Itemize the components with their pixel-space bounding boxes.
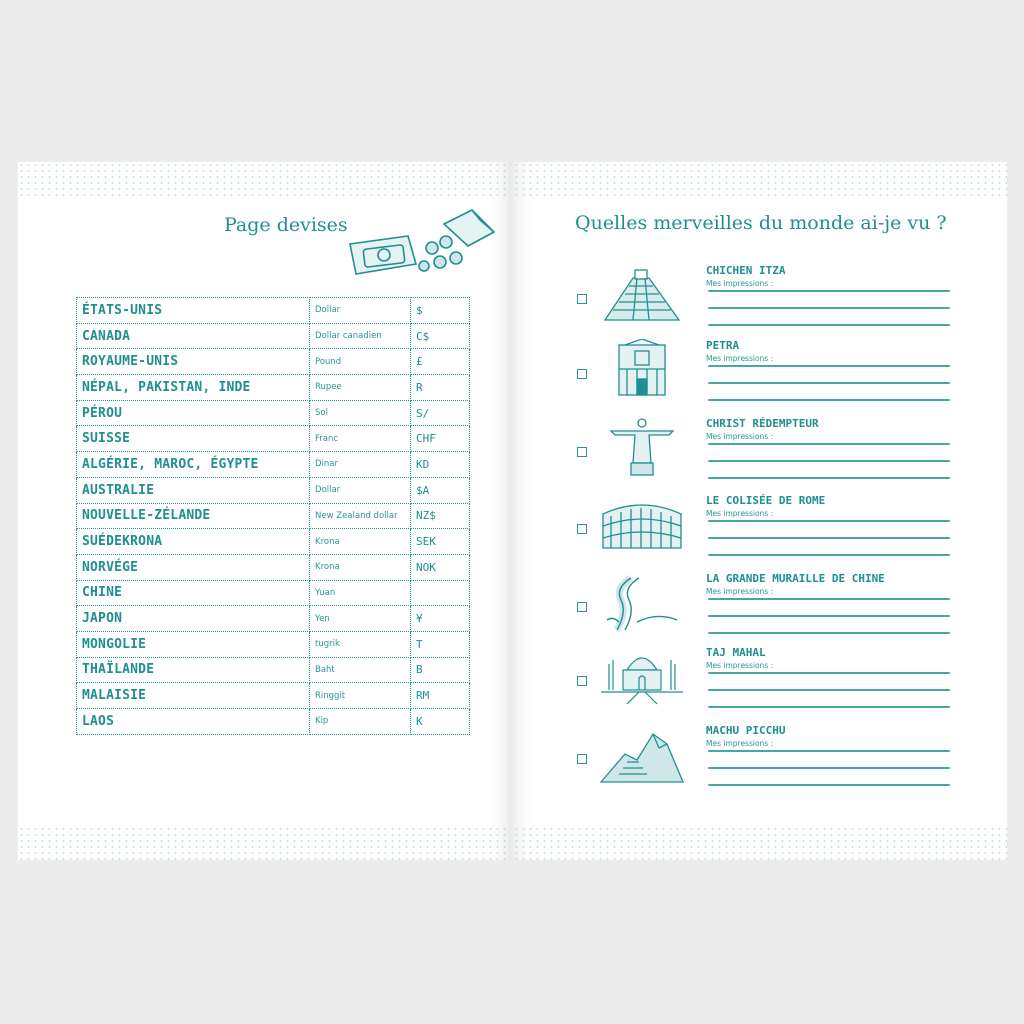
writing-line[interactable] [708,399,950,401]
table-row [77,580,470,606]
writing-line[interactable] [708,615,950,617]
impressions-label: Mes impressions : [706,432,774,441]
wonder-checkbox[interactable] [577,294,587,304]
pyramid-icon [597,264,687,324]
currency-cell: Krona [310,529,411,555]
writing-line[interactable] [708,290,950,292]
wonder-item [513,572,1007,648]
impressions-label: Mes impressions : [706,661,774,670]
writing-line[interactable] [708,750,950,752]
country-cell: PÉROU [77,400,310,426]
wonder-item [513,646,1007,722]
speckle-border-bottom [18,826,511,860]
country-cell: ALGÉRIE, MAROC, ÉGYPTE [77,452,310,478]
table-row [77,298,470,324]
table-row [77,683,470,709]
country-cell: ÉTATS-UNIS [77,298,310,324]
writing-line[interactable] [708,365,950,367]
writing-line[interactable] [708,324,950,326]
currency-cell: New Zealand dollar [310,503,411,529]
wonder-item [513,339,1007,415]
currency-cell: Dinar [310,452,411,478]
currency-cell: Dollar [310,298,411,324]
symbol-cell: K [411,709,470,735]
table-row [77,657,470,683]
country-cell: MALAISIE [77,683,310,709]
impressions-label: Mes impressions : [706,739,774,748]
writing-line[interactable] [708,784,950,786]
machu-picchu-icon [597,724,687,784]
wonder-name: LA GRANDE MURAILLE DE CHINE [706,572,885,585]
country-cell: CANADA [77,323,310,349]
symbol-cell: KD [411,452,470,478]
page-title-merveilles: Quelles merveilles du monde ai-je vu ? [575,212,947,234]
currency-cell: Franc [310,426,411,452]
symbol-cell: S/ [411,400,470,426]
wonder-checkbox[interactable] [577,754,587,764]
writing-line[interactable] [708,689,950,691]
table-row [77,375,470,401]
symbol-cell: CHF [411,426,470,452]
table-row [77,503,470,529]
writing-line[interactable] [708,706,950,708]
colosseum-icon [597,494,687,554]
symbol-cell: SEK [411,529,470,555]
speckle-border-top [513,162,1007,196]
writing-line[interactable] [708,554,950,556]
wonder-name: CHRIST RÉDEMPTEUR [706,417,819,430]
country-cell: NORVÉGE [77,554,310,580]
speckle-border-bottom [513,826,1007,860]
table-row [77,529,470,555]
table-row [77,554,470,580]
wonder-checkbox[interactable] [577,447,587,457]
table-row [77,631,470,657]
symbol-cell: C$ [411,323,470,349]
impressions-label: Mes impressions : [706,509,774,518]
country-cell: NOUVELLE-ZÉLANDE [77,503,310,529]
page-title-devises: Page devises [224,214,348,236]
writing-line[interactable] [708,598,950,600]
currency-cell: Krona [310,554,411,580]
writing-line[interactable] [708,537,950,539]
writing-line[interactable] [708,443,950,445]
country-cell: LAOS [77,709,310,735]
left-page [18,162,511,860]
country-cell: THAÏLANDE [77,657,310,683]
writing-line[interactable] [708,520,950,522]
symbol-cell: R [411,375,470,401]
country-cell: SUISSE [77,426,310,452]
table-row [77,709,470,735]
wonder-item [513,417,1007,493]
symbol-cell: NZ$ [411,503,470,529]
writing-line[interactable] [708,672,950,674]
currency-cell: Pound [310,349,411,375]
table-row [77,323,470,349]
christ-statue-icon [597,417,687,477]
wonder-item [513,264,1007,340]
petra-temple-icon [597,339,687,399]
currency-cell: Baht [310,657,411,683]
currency-cell: Kip [310,709,411,735]
country-cell: ROYAUME-UNIS [77,349,310,375]
currency-cell: Rupee [310,375,411,401]
wonder-name: PETRA [706,339,740,352]
speckle-border-top [18,162,511,196]
currency-cell: Yen [310,606,411,632]
wonder-item [513,494,1007,570]
writing-line[interactable] [708,767,950,769]
writing-line[interactable] [708,307,950,309]
symbol-cell: T [411,631,470,657]
right-page [513,162,1007,860]
country-cell: AUSTRALIE [77,477,310,503]
writing-line[interactable] [708,632,950,634]
symbol-cell: NOK [411,554,470,580]
currency-cell: tugrik [310,631,411,657]
wonder-name: LE COLISÉE DE ROME [706,494,826,507]
wonder-checkbox[interactable] [577,676,587,686]
currency-table [76,297,470,735]
symbol-cell: £ [411,349,470,375]
currency-cell: Yuan [310,580,411,606]
currency-cell: Dollar [310,477,411,503]
great-wall-icon [597,572,687,632]
taj-mahal-icon [597,646,687,706]
symbol-cell: $A [411,477,470,503]
impressions-label: Mes impressions : [706,354,774,363]
wonder-checkbox[interactable] [577,524,587,534]
symbol-cell: RM [411,683,470,709]
wonder-name: MACHU PICCHU [706,724,786,737]
table-row [77,606,470,632]
table-row [77,400,470,426]
money-wallet-icon [346,202,506,278]
wonder-checkbox[interactable] [577,369,587,379]
country-cell: SUÉDEKRONA [77,529,310,555]
table-row [77,477,470,503]
country-cell: JAPON [77,606,310,632]
writing-line[interactable] [708,382,950,384]
impressions-label: Mes impressions : [706,587,774,596]
wonder-checkbox[interactable] [577,602,587,612]
currency-cell: Sol [310,400,411,426]
currency-cell: Dollar canadien [310,323,411,349]
symbol-cell: ¥ [411,606,470,632]
table-row [77,349,470,375]
writing-line[interactable] [708,477,950,479]
country-cell: MONGOLIE [77,631,310,657]
writing-line[interactable] [708,460,950,462]
symbol-cell: B [411,657,470,683]
wonder-item [513,724,1007,800]
symbol-cell [411,580,470,606]
symbol-cell: $ [411,298,470,324]
country-cell: CHINE [77,580,310,606]
country-cell: NÉPAL, PAKISTAN, INDE [77,375,310,401]
wonder-name: TAJ MAHAL [706,646,766,659]
table-row [77,426,470,452]
impressions-label: Mes impressions : [706,279,774,288]
wonder-name: CHICHEN ITZA [706,264,786,277]
currency-cell: Ringgit [310,683,411,709]
table-row [77,452,470,478]
